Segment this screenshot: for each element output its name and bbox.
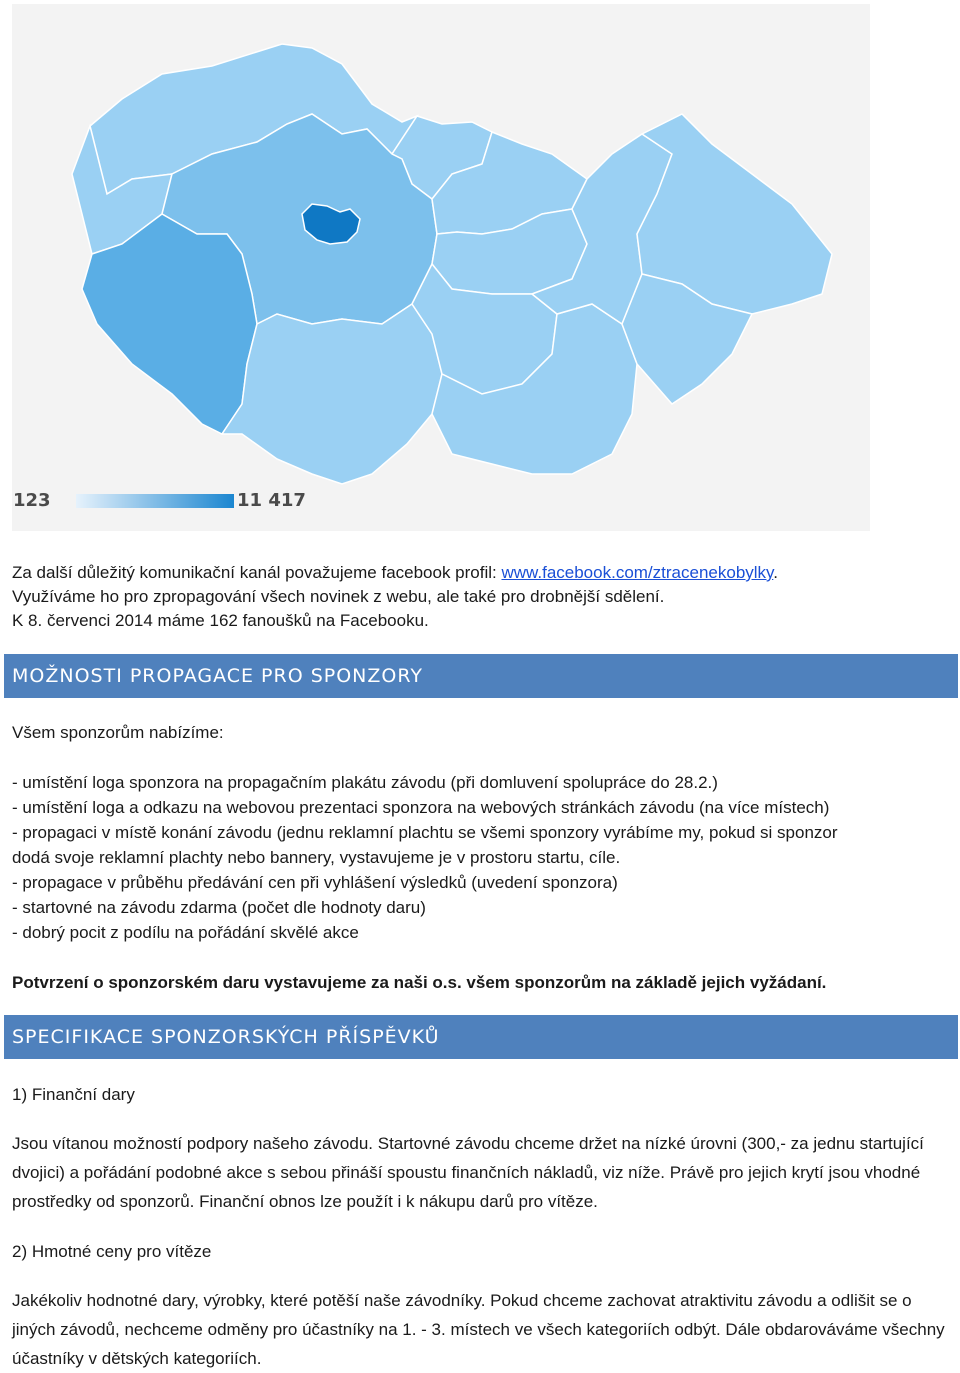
sponsor-lead: Všem sponzorům nabízíme: [12,723,224,742]
offer-item-4: - propagace v průběhu předávání cen při vyhlášení výsledků (uvedení sponzora) [12,873,618,892]
legend-max-value: 11 417 [237,490,306,511]
section-heading-sponsor-options: MOŽNOSTI PROPAGACE PRO SPONZORY [4,654,958,698]
offer-item-5: - startovné na závodu zdarma (počet dle hodnoty daru) [12,898,426,917]
intro-line-1-suffix: . [773,563,779,582]
offer-item-3: - propagaci v místě konání závodu (jednu reklamní plachtu se všemi sponzory vyrábíme my, pokud si sponzor [12,823,838,842]
confirmation-note: Potvrzení o sponzorském daru vystavujeme za naši o.s. všem sponzorům na základě jejich vyžádaní. [12,973,827,992]
facebook-link[interactable]: www.facebook.com/ztracenekobylky [501,563,774,582]
offer-item-2: - umístění loga a odkazu na webovou prezentaci sponzora na webových stránkách závodu (na více místech) [12,798,830,817]
intro-line-2: Využíváme ho pro zpropagování všech novinek z webu, ale také pro drobnější sdělení. [12,587,665,606]
subsection-material-title: 2) Hmotné ceny pro vítěze [12,1242,212,1261]
subsection-material-text: Jakékoliv hodnotné dary, výrobky, které potěší naše závodníky. Pokud chceme zachovat atraktivitu závodu a odlišit se o jiných závodů, nechceme odměny pro účastníky na 1. - 3. místech ve všech kategoriích odbýt. Dále obdarováváme všechny účastníky v dětských kategoriích. [12,1291,945,1368]
section-heading-contribution-spec: SPECIFIKACE SPONZORSKÝCH PŘÍSPĚVKŮ [4,1015,958,1059]
subsection-financial-title: 1) Finanční dary [12,1085,135,1104]
legend-gradient-bar [76,494,234,508]
offer-item-3-cont: dodá svoje reklamní plachty nebo bannery, vystavujeme je v prostoru startu, cíle. [12,848,621,867]
subsection-financial-text: Jsou vítanou možností podpory našeho závodu. Startovné závodu chceme držet na nízké úrovni (300,- za jednu startující dvojici) a pořádání podobné akce s sebou přináší spoustu finančních nákladů, viz níže. Právě pro jejich krytí jsou vhodné prostředky od sponzorů. Finanční obnos lze použít i k nákupu darů pro vítěze. [12,1134,924,1211]
intro-line-1-prefix: Za další důležitý komunikační kanál považujeme facebook profil: [12,563,502,582]
offer-item-1: - umístění loga sponzora na propagačním plakátu závodu (při domluvení spolupráce do 28.2.) [12,773,718,792]
intro-line-3: K 8. červenci 2014 máme 162 fanoušků na Facebooku. [12,611,429,630]
offer-item-6: - dobrý pocit z podílu na pořádání skvělé akce [12,923,359,942]
region-south-bohemia [222,304,442,484]
region-map [12,4,870,531]
intro-line-1 [12,560,778,585]
czech-regions-map [12,4,870,531]
legend-min-value: 123 [13,490,51,511]
